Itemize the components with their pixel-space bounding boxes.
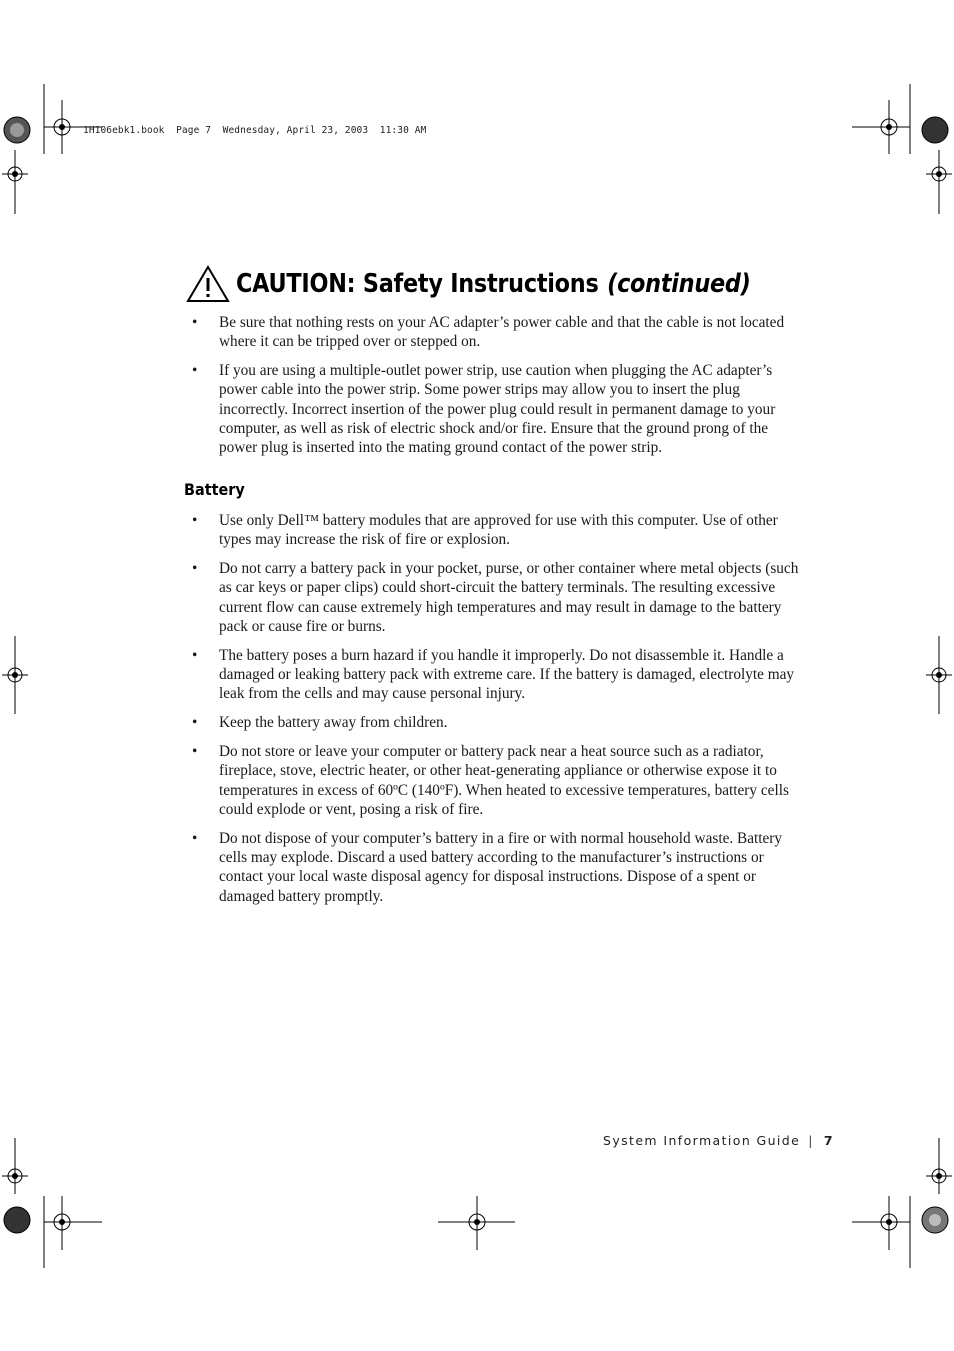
battery-bullet-list [190, 511, 810, 915]
bullet-text: If you are using a multiple-outlet power strip, use caution when plugging the AC adapter’s power cable into the power strip. Some power strips may allow you to insert the plug incorrectly. Incorrect insertion of the power plug could result in permanent damage to your computer, as well as risk of electric shock and/or fire. Ensure that the ground prong of the power plug is inserted into the mating ground contact of the power strip. [219, 362, 776, 457]
bullet-text: Do not store or leave your computer or battery pack near a heat source such as a radiator, fireplace, stove, electric heater, or other heat-generating appliance or otherwise expose it to temperatures in excess of 60ºC (140ºF). When heated to excessive temperatures, battery cells could explode or vent, posing a risk of fire. [219, 742, 789, 818]
print-header-line: 1H106ebk1.book Page 7 Wednesday, April 23, 2003 11:30 AM [83, 125, 427, 136]
bullet-marker: • [192, 314, 198, 331]
bullet-text: Do not dispose of your computer’s battery in a fire or with normal household waste. Battery cells may explode. Discard a used battery according to the manufacturer’s instructions or contact your local waste disposal agency for disposal instructions. Dispose of a spent or damaged battery promptly. [219, 829, 783, 905]
bullet-marker: • [192, 560, 198, 578]
bullet-marker: • [192, 646, 198, 664]
bullet-text: Keep the battery away from children. [219, 714, 448, 732]
page-number: 7 [823, 1133, 833, 1148]
list-item [190, 511, 810, 550]
bullet-marker: • [192, 742, 198, 760]
title-main: CAUTION: Safety Instructions [236, 269, 599, 299]
page-footer [603, 1133, 833, 1148]
list-item [190, 829, 810, 906]
bullet-text: Do not carry a battery pack in your pocket, purse, or other container where metal objects (such as car keys or paper clips) could short-circuit the battery terminals. The resulting excessive current flow can cause extremely high temperatures and may result in damage to the battery pack or cause fire or burns. [219, 560, 799, 635]
list-item [190, 361, 810, 457]
list-item [190, 646, 810, 704]
bullet-marker: • [192, 512, 198, 529]
footer-separator: | [808, 1133, 814, 1148]
intro-bullet-list [190, 313, 810, 467]
list-item [190, 559, 810, 636]
bullet-marker: • [192, 362, 198, 380]
footer-guide-name: System Information Guide [603, 1133, 801, 1148]
section-heading-battery: Battery [184, 480, 245, 499]
bullet-text: The battery poses a burn hazard if you handle it improperly. Do not disassemble it. Handle a damaged or leaking battery pack with extreme care. If the battery is damaged, electrolyte may leak from the cells and may cause personal injury. [219, 646, 795, 703]
warning-triangle-icon [186, 264, 230, 304]
list-item [190, 713, 810, 732]
title-continued: (continued) [607, 269, 751, 299]
list-item [190, 313, 810, 352]
bullet-text: Be sure that nothing rests on your AC adapter’s power cable and that the cable is not located where it can be tripped over or stepped on. [219, 314, 785, 351]
bullet-marker: • [192, 829, 198, 847]
title-text [236, 269, 751, 299]
bullet-text: Use only Dell™ battery modules that are approved for use with this computer. Use of other types may increase the risk of fire or explosion. [219, 512, 778, 549]
list-item [190, 742, 810, 819]
page-title [186, 264, 834, 304]
bullet-marker: • [192, 714, 198, 732]
